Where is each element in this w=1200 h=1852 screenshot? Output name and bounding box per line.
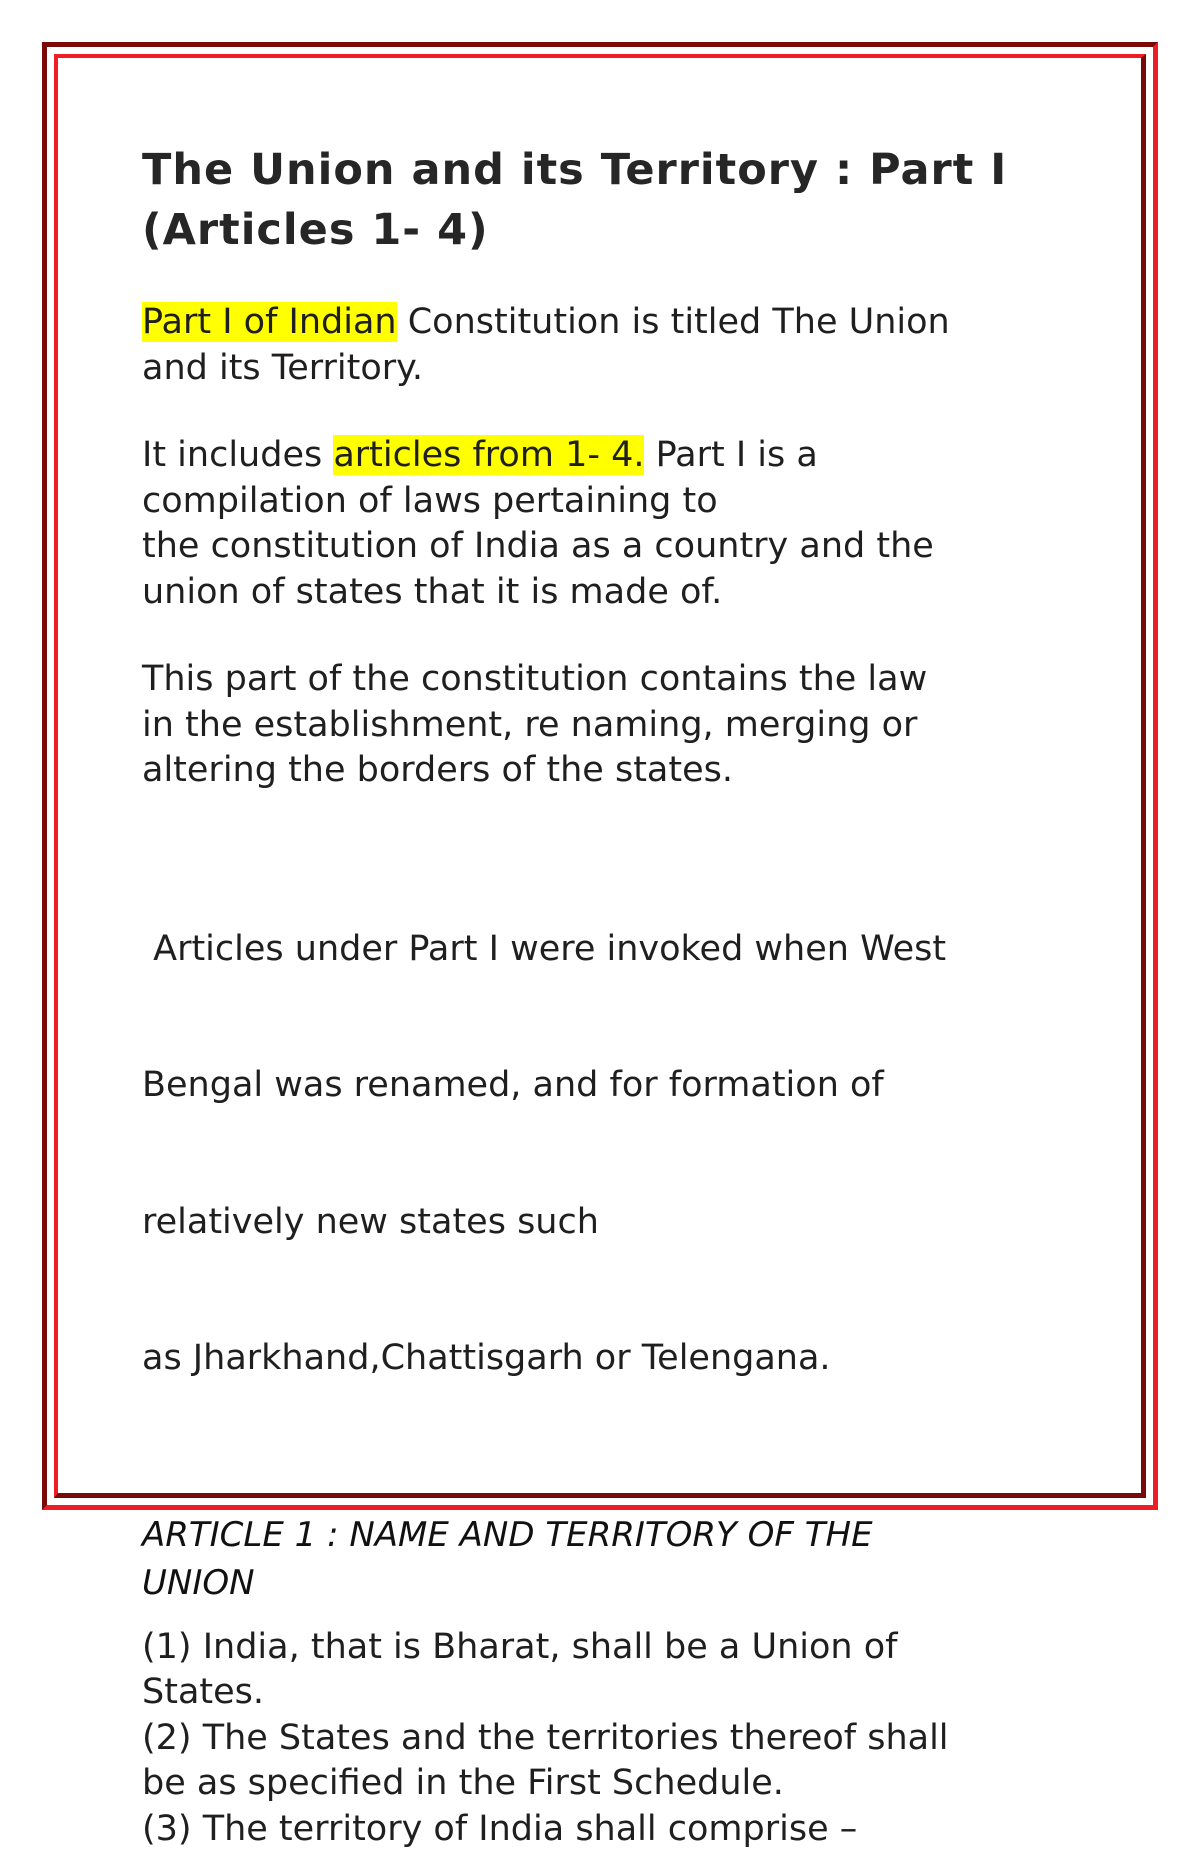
paragraph-scope-line-3: altering the borders of the states. bbox=[142, 748, 1062, 794]
article-1-heading-line-2: UNION bbox=[142, 1559, 1062, 1607]
clause-2-line-2: be as specified in the First Schedule. bbox=[142, 1761, 1062, 1807]
article-1-heading-line-1: ARTICLE 1 : NAME AND TERRITORY OF THE bbox=[142, 1511, 1062, 1559]
title-line-2: (Articles 1- 4) bbox=[142, 200, 1062, 260]
paragraph-invoked-line-2: Bengal was renamed, and for formation of bbox=[142, 1063, 1062, 1109]
paragraph-scope-line-1: This part of the constitution contains the law bbox=[142, 657, 1062, 703]
paragraph-articles-line-3: the constitution of India as a country and the bbox=[142, 524, 1062, 570]
paragraph-invoked-line-4: as Jharkhand,Chattisgarh or Telengana. bbox=[142, 1336, 1062, 1382]
paragraph-articles-line-4: union of states that it is made of. bbox=[142, 570, 1062, 616]
paragraph-intro bbox=[142, 300, 1062, 391]
highlight-articles: articles from 1- 4. bbox=[333, 435, 644, 475]
clause-1-line-1: (1) India, that is Bharat, shall be a Union of bbox=[142, 1625, 1062, 1671]
clause-3-line-1: (3) The territory of India shall comprise – bbox=[142, 1807, 1062, 1852]
paragraph-scope-line-2: in the establishment, re naming, merging or bbox=[142, 703, 1062, 749]
paragraph-invoked-line-3: relatively new states such bbox=[142, 1200, 1062, 1246]
paragraph-articles-rest: Part I is a bbox=[644, 435, 817, 475]
paragraph-scope bbox=[142, 657, 1062, 794]
clause-2-line-1: (2) The States and the territories thereof shall bbox=[142, 1716, 1062, 1762]
paragraph-articles-prefix: It includes bbox=[142, 435, 333, 475]
paragraph-articles-line-2: compilation of laws pertaining to bbox=[142, 479, 1062, 525]
document-title bbox=[142, 140, 1062, 260]
paragraph-intro-text: Constitution is titled The Union bbox=[397, 302, 950, 342]
paragraph-intro-line-2: and its Territory. bbox=[142, 346, 1062, 392]
article-1-heading bbox=[142, 1511, 1062, 1607]
article-1-clauses bbox=[142, 1625, 1062, 1852]
clause-1-line-2: States. bbox=[142, 1670, 1062, 1716]
paragraph-intro-line-1 bbox=[142, 300, 1062, 346]
highlight-part-one: Part I of Indian bbox=[142, 302, 397, 342]
paragraph-articles-line-1 bbox=[142, 433, 1062, 479]
document-body bbox=[142, 140, 1062, 1852]
paragraph-invoked-line-1: Articles under Part I were invoked when West bbox=[142, 927, 1062, 973]
paragraph-invoked bbox=[142, 836, 1062, 1473]
paragraph-articles bbox=[142, 433, 1062, 615]
title-line-1: The Union and its Territory : Part I bbox=[142, 140, 1062, 200]
